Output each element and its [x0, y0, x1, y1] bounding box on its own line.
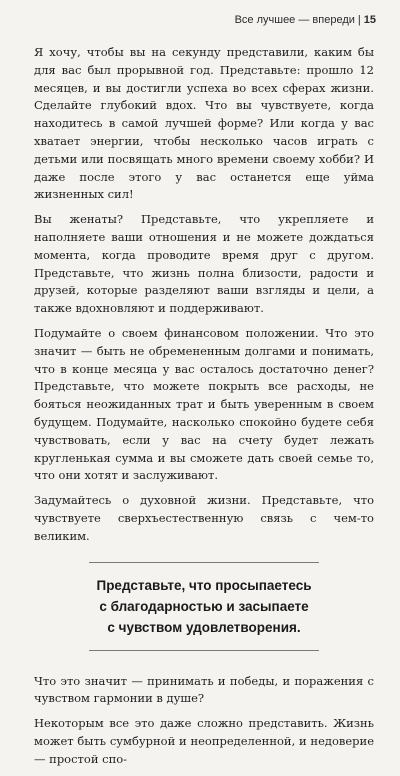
paragraph: Некоторым все это даже сложно представить. Жизнь может быть сумбурной и неопределенной, и недоверие — простой спо- — [34, 716, 374, 766]
page-body — [34, 44, 374, 776]
paragraph: Задумайтесь о духовной жизни. Представьте, что чувствуете сверхъестественную связь с чем-то великим. — [34, 493, 374, 543]
pull-quote-rule-top — [89, 562, 319, 563]
paragraph: Я хочу, чтобы вы на секунду представили, каким бы для вас был прорывной год. Представьте: прошло 12 месяцев, и вы достигли успеха во всех сферах жизни. Сделайте глубокий вдох. Что вы чувствуете, когда находитесь в самой лучшей форме? Или когда у вас хватает энергии, чтобы несколько часов играть с детьми или посвящать много времени своему хобби? И даже после этого у вас останется еще уйма жизненных сил! — [34, 45, 374, 202]
pull-quote-line: с чувством удовлетворения. — [107, 619, 301, 635]
paragraph: Вы женаты? Представьте, что укрепляете и наполняете ваши отношения и не можете дождаться момента, когда проводите время друг с другом. Представьте, что жизнь полна близости, радости и друзей, которые разделяют ваши взгляды и цели, а также вдохновляют и поддерживают. — [34, 212, 374, 316]
pull-quote-rule-bottom — [89, 650, 319, 651]
running-header — [235, 14, 376, 26]
pull-quote-line: с благодарностью и засыпаете — [99, 598, 309, 614]
paragraph: Что это значит — принимать и победы, и поражения с чувством гармонии в душе? — [34, 673, 374, 706]
paragraph: Подумайте о своем финансовом положении. Что это значит — быть не обремененным долгами и понимать, что в конце месяца у вас осталось достаточно денег? Представьте, что можете покрыть все расходы, не бояться неожиданных трат и быть уверенным в своем будущем. Подумайте, насколько спокойно будете себя чувствовать, если у вас на счету будет лежать кругленькая сумма и вы сможете дать своей семье то, что они хотят и заслуживают. — [34, 325, 374, 483]
pull-quote-line: Представьте, что просыпаетесь — [96, 577, 312, 593]
header-separator: | — [357, 14, 361, 26]
chapter-title: Все лучшее — впереди — [234, 14, 355, 26]
page-number: 15 — [363, 14, 376, 26]
pull-quote — [64, 575, 344, 638]
